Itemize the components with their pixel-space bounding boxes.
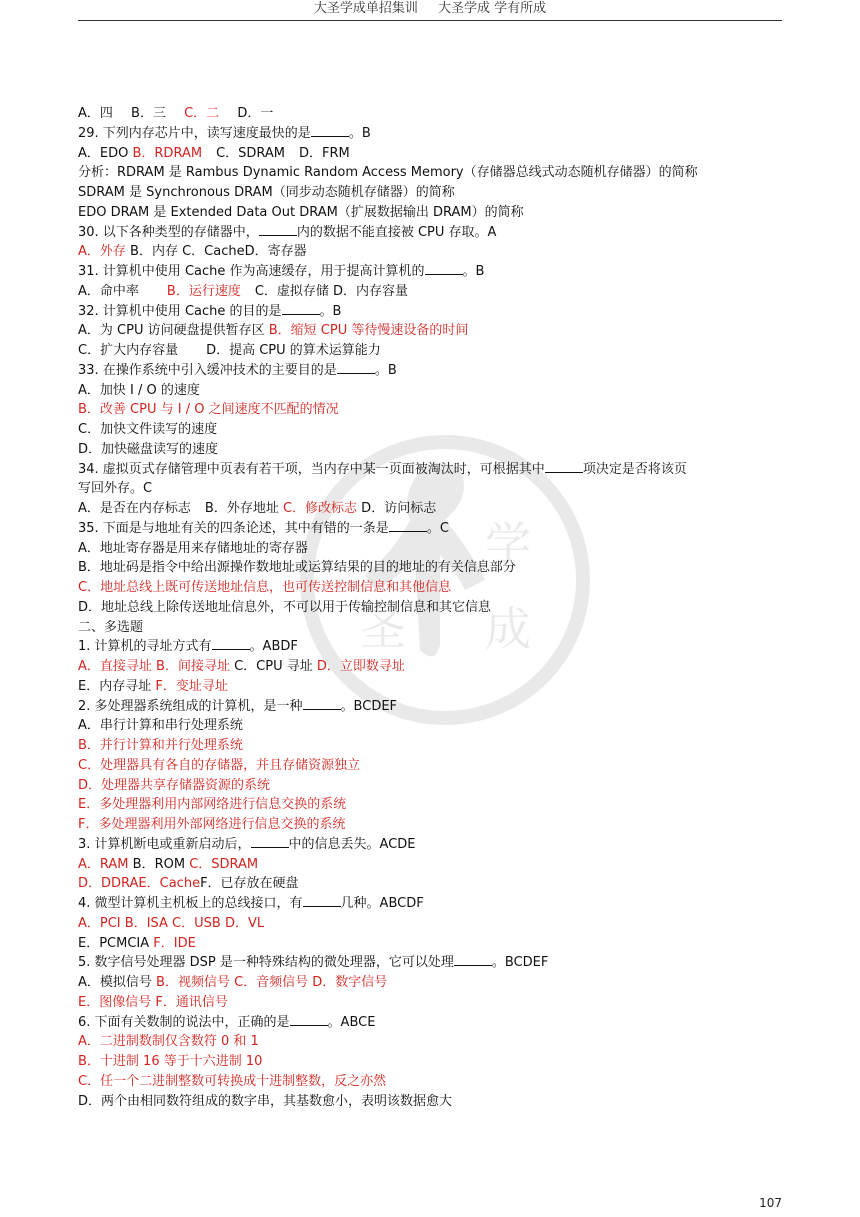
option-line: A．串行计算和串行处理系统 <box>78 718 243 734</box>
mq-5: 5. 数字信号处理器 DSP 是一种特殊结构的微处理器，它可以处理 。BCDEF <box>78 955 549 971</box>
question-31: 31. 计算机中使用 Cache 作为高速缓存，用于提高计算机的 。B <box>78 264 485 279</box>
option-line-answer: C．处理器具有各自的存储器，并且存储资源独立 <box>78 757 361 773</box>
mq-3-options-b: D．DDRAE．CacheF．已存放在硬盘 <box>78 876 299 892</box>
analysis-line-1: 分析：RDRAM 是 Rambus Dynamic Random Access Memory（存储器总线式动态随机存储器）的简称 <box>78 165 698 181</box>
mq-5-options: A．模拟信号 B．视频信号 C．音频信号 D．数字信号 <box>78 975 388 990</box>
page-number: 107 <box>759 1196 782 1210</box>
option-line-answer: F．多处理器利用外部网络进行信息交换的系统 <box>78 817 346 832</box>
mq-3-options: A．RAM B．ROM C．SDRAM <box>78 856 259 872</box>
mq-1-options-b: E．内存寻址 F．变址寻址 <box>78 678 228 694</box>
option-line-answer: D．处理器共享存储器资源的系统 <box>78 777 271 793</box>
mq-4-options-b: E．PCMCIA F．IDE <box>78 935 196 951</box>
mq-1: 1. 计算机的寻址方式有 。ABDF <box>78 639 298 655</box>
options-32a: A．为 CPU 访问硬盘提供暂存区 B．缩短 CPU 等待慢速设备的时间 <box>78 323 469 339</box>
option-line: D．两个由相同数符组成的数字串，其基数愈小，表明该数据愈大 <box>78 1093 453 1109</box>
options-34: A．是否在内存标志 B．外存地址 C．修改标志 D．访问标志 <box>78 501 437 516</box>
watermark-char-3: 成 <box>485 602 531 656</box>
option-line: A．地址寄存器是用来存储地址的寄存器 <box>78 540 308 556</box>
watermark-char-2: 学 <box>485 517 531 571</box>
watermark-char-1: 圣 <box>360 602 406 656</box>
option-line-answer: B．并行计算和并行处理系统 <box>78 738 243 753</box>
option-line: C．加快文件读写的速度 <box>78 422 218 437</box>
analysis-line-3: EDO DRAM 是 Extended Data Out DRAM（扩展数据输出 DRAM）的简称 <box>78 204 524 220</box>
option-line: A．加快 I / O 的速度 <box>78 382 200 398</box>
mq-5-options-b: E．图像信号 F．通讯信号 <box>78 994 228 1010</box>
question-34: 34. 虚拟页式存储管理中页表有若干项，当内存中某一页面被淘汰时，可根据其中 项决定是否将该页 <box>78 461 687 477</box>
header-left: 大圣学成单招集训 <box>313 1 418 16</box>
options-32b: C．扩大内存容量 D．提高 CPU 的算术运算能力 <box>78 343 381 358</box>
options-31: A．命中率 B．运行速度 C．虚拟存储 D．内存容量 <box>78 283 409 299</box>
mq-1-options: A．直接寻址 B．间接寻址 C．CPU 寻址 D．立即数寻址 <box>78 659 405 674</box>
options-29: A．EDO B．RDRAM C．SDRAM D．FRM <box>78 145 350 161</box>
option-line: B．地址码是指令中给出源操作数地址或运算结果的目的地址的有关信息部分 <box>78 560 516 576</box>
option-line: D．地址总线上除传送地址信息外，不可以用于传输控制信息和其它信息 <box>78 599 492 615</box>
header-right: 大圣学成 学有所成 <box>438 1 547 16</box>
section-heading: 二、多选题 <box>78 619 144 635</box>
analysis-line-2: SDRAM 是 Synchronous DRAM（同步动态随机存储器）的简称 <box>78 185 455 200</box>
text-line: A．四 B．三 C．二 D．一 <box>78 106 274 121</box>
question-33: 33. 在操作系统中引入缓冲技术的主要目的是 。B <box>78 362 397 378</box>
mq-6: 6. 下面有关数制的说法中，正确的是 。ABCE <box>78 1014 376 1030</box>
question-34-cont: 写回外存。C <box>78 481 153 497</box>
option-line-answer: C．地址总线上既可传送地址信息，也可传送控制信息和其他信息 <box>78 580 452 595</box>
mq-3: 3. 计算机断电或重新启动后， 中的信息丢失。ACDE <box>78 836 416 852</box>
question-30: 30. 以下各种类型的存储器中， 内的数据不能直接被 CPU 存取。A <box>78 224 497 240</box>
option-line: D．加快磁盘读写的速度 <box>78 441 219 457</box>
question-29: 29. 下列内存芯片中，读写速度最快的是 。B <box>78 125 371 141</box>
option-line-answer: B．改善 CPU 与 I / O 之间速度不匹配的情况 <box>78 402 339 418</box>
option-line-answer: A．二进制数制仅含数符 0 和 1 <box>78 1034 259 1050</box>
question-32: 32. 计算机中使用 Cache 的目的是 。B <box>78 303 342 319</box>
options-30: A．外存 B．内存 C．CacheD．寄存器 <box>78 244 307 260</box>
option-line-answer: C．任一个二进制整数可转换成十进制整数，反之亦然 <box>78 1073 387 1089</box>
mq-4: 4. 微型计算机主机板上的总线接口，有 几种。ABCDF <box>78 896 424 911</box>
page-header <box>78 0 782 21</box>
document-body <box>78 104 788 1111</box>
mq-2: 2. 多处理器系统组成的计算机，是一种 。BCDEF <box>78 698 398 714</box>
option-line-answer: B．十进制 16 等于十六进制 10 <box>78 1054 263 1069</box>
option-line-answer: E．多处理器利用内部网络进行信息交换的系统 <box>78 797 347 813</box>
mq-4-options: A．PCI B．ISA C．USB D．VL <box>78 915 265 931</box>
question-35: 35. 下面是与地址有关的四条论述，其中有错的一条是 。C <box>78 520 449 536</box>
